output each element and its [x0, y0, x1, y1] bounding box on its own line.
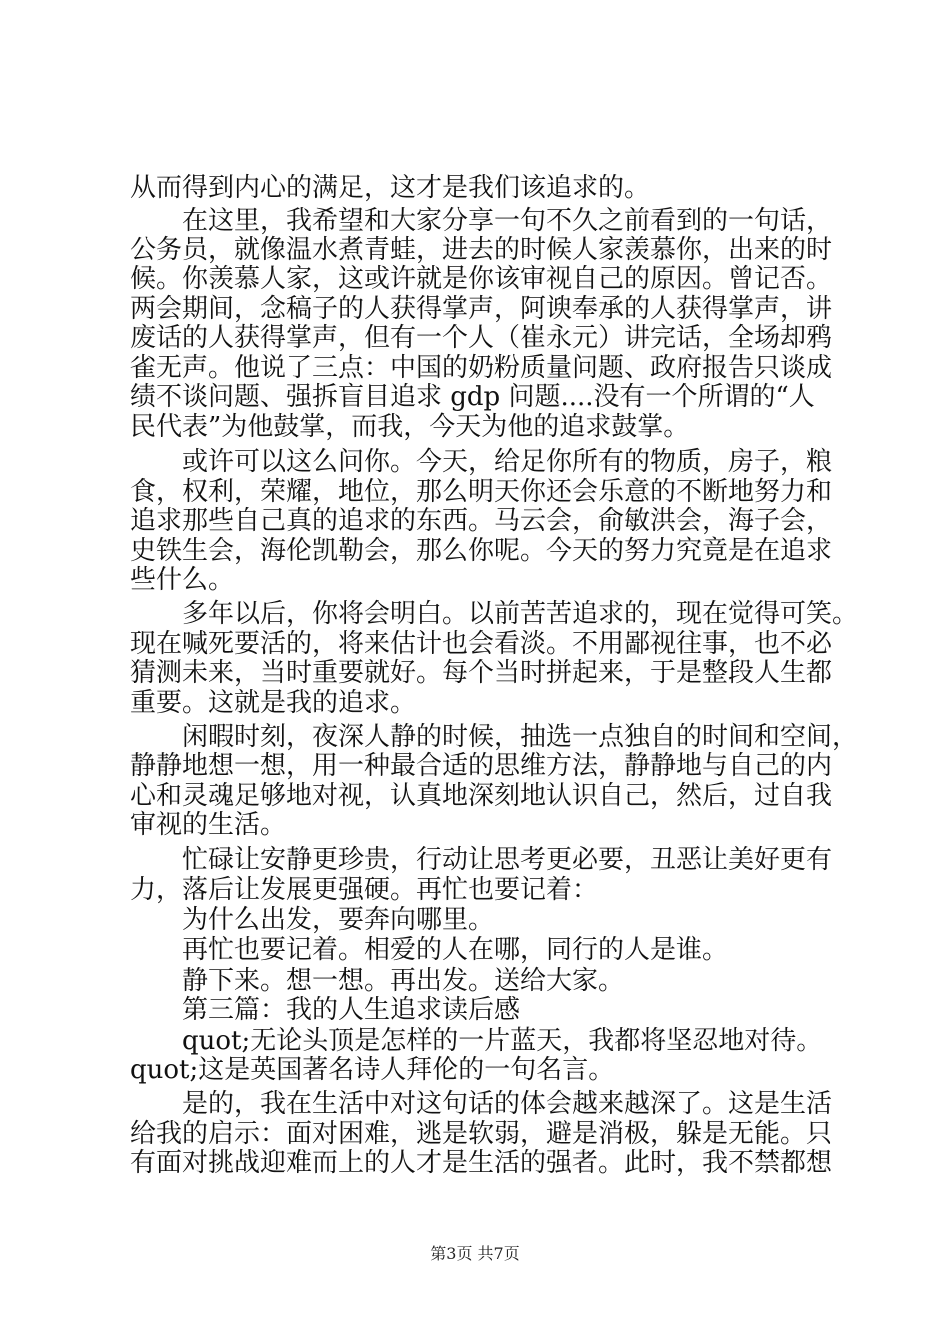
text-line: 心和灵魂足够地对视，认真地深刻地认识自己，然后，过自我: [130, 780, 833, 811]
text-line: 忙碌让安静更珍贵，行动让思考更必要，丑恶让美好更有: [182, 845, 833, 875]
text-line: 现在喊死要活的，将来估计也会看淡。不用鄙视往事，也不必: [130, 628, 833, 659]
text-line: 再忙也要记着。相爱的人在哪，同行的人是谁。: [182, 935, 729, 966]
section-heading: 第三篇：我的人生追求读后感: [182, 995, 521, 1026]
text-line: 食，权利，荣耀，地位，那么明天你还会乐意的不断地努力和: [130, 476, 833, 507]
text-line: 在这里，我希望和大家分享一句不久之前看到的一句话，: [182, 206, 833, 237]
text-line: 有面对挑战迎难而上的人才是生活的强者。此时，我不禁都想: [130, 1148, 833, 1178]
text-line: 是的，我在生活中对这句话的体会越来越深了。这是生活: [182, 1089, 833, 1119]
text-line: 静下来。想一想。再出发。送给大家。: [182, 965, 625, 996]
text-line: 力，落后让发展更强硬。再忙也要记着：: [130, 874, 599, 905]
text-line: quot;无论头顶是怎样的一片蓝天，我都将坚忍地对待。: [182, 1025, 823, 1056]
text-line: 些什么。: [130, 565, 235, 596]
text-line: 多年以后，你将会明白。以前苦苦追求的，现在觉得可笑。: [182, 599, 859, 630]
text-line: 废话的人获得掌声，但有一个人（崔永元）讲完话，全场却鸦: [130, 323, 833, 354]
text-line: 从而得到内心的满足，这才是我们该追求的。: [130, 173, 651, 203]
text-line: 猜测未来，当时重要就好。每个当时拼起来，于是整段人生都: [130, 658, 833, 689]
text-line: 静静地想一想，用一种最合适的思维方法，静静地与自己的内: [130, 751, 833, 782]
text-line: quot;这是英国著名诗人拜伦的一句名言。: [130, 1055, 615, 1086]
text-line: 候。你羡慕人家，这或许就是你该审视自己的原因。曾记否。: [130, 264, 833, 295]
text-line: 闲暇时刻，夜深人静的时候，抽选一点独自的时间和空间，: [182, 721, 859, 752]
text-line: 追求那些自己真的追求的东西。马云会，俞敏洪会，海子会，: [130, 506, 833, 537]
text-line: 审视的生活。: [130, 810, 287, 841]
text-line: 两会期间，念稿子的人获得掌声，阿谀奉承的人获得掌声，讲: [130, 293, 833, 324]
text-line: 为什么出发，要奔向哪里。: [182, 904, 495, 935]
page-footer: 第3页 共7页: [430, 1244, 520, 1263]
text-line: 绩不谈问题、强拆盲目追求 gdp 问题....没有一个所谓的“人: [130, 382, 815, 413]
text-line: 重要。这就是我的追求。: [130, 687, 417, 718]
text-line: 公务员，就像温水煮青蛙，进去的时候人家羡慕你，出来的时: [130, 234, 833, 265]
text-line: 史铁生会，海伦凯勒会，那么你呢。今天的努力究竟是在追求: [130, 535, 833, 566]
text-line: 或许可以这么问你。今天，给足你所有的物质，房子，粮: [182, 447, 833, 478]
text-line: 给我的启示：面对困难，逃是软弱，避是消极，躲是无能。只: [130, 1118, 833, 1149]
text-line: 民代表”为他鼓掌，而我，今天为他的追求鼓掌。: [130, 411, 690, 442]
text-line: 雀无声。他说了三点：中国的奶粉质量问题、政府报告只谈成: [130, 352, 833, 383]
